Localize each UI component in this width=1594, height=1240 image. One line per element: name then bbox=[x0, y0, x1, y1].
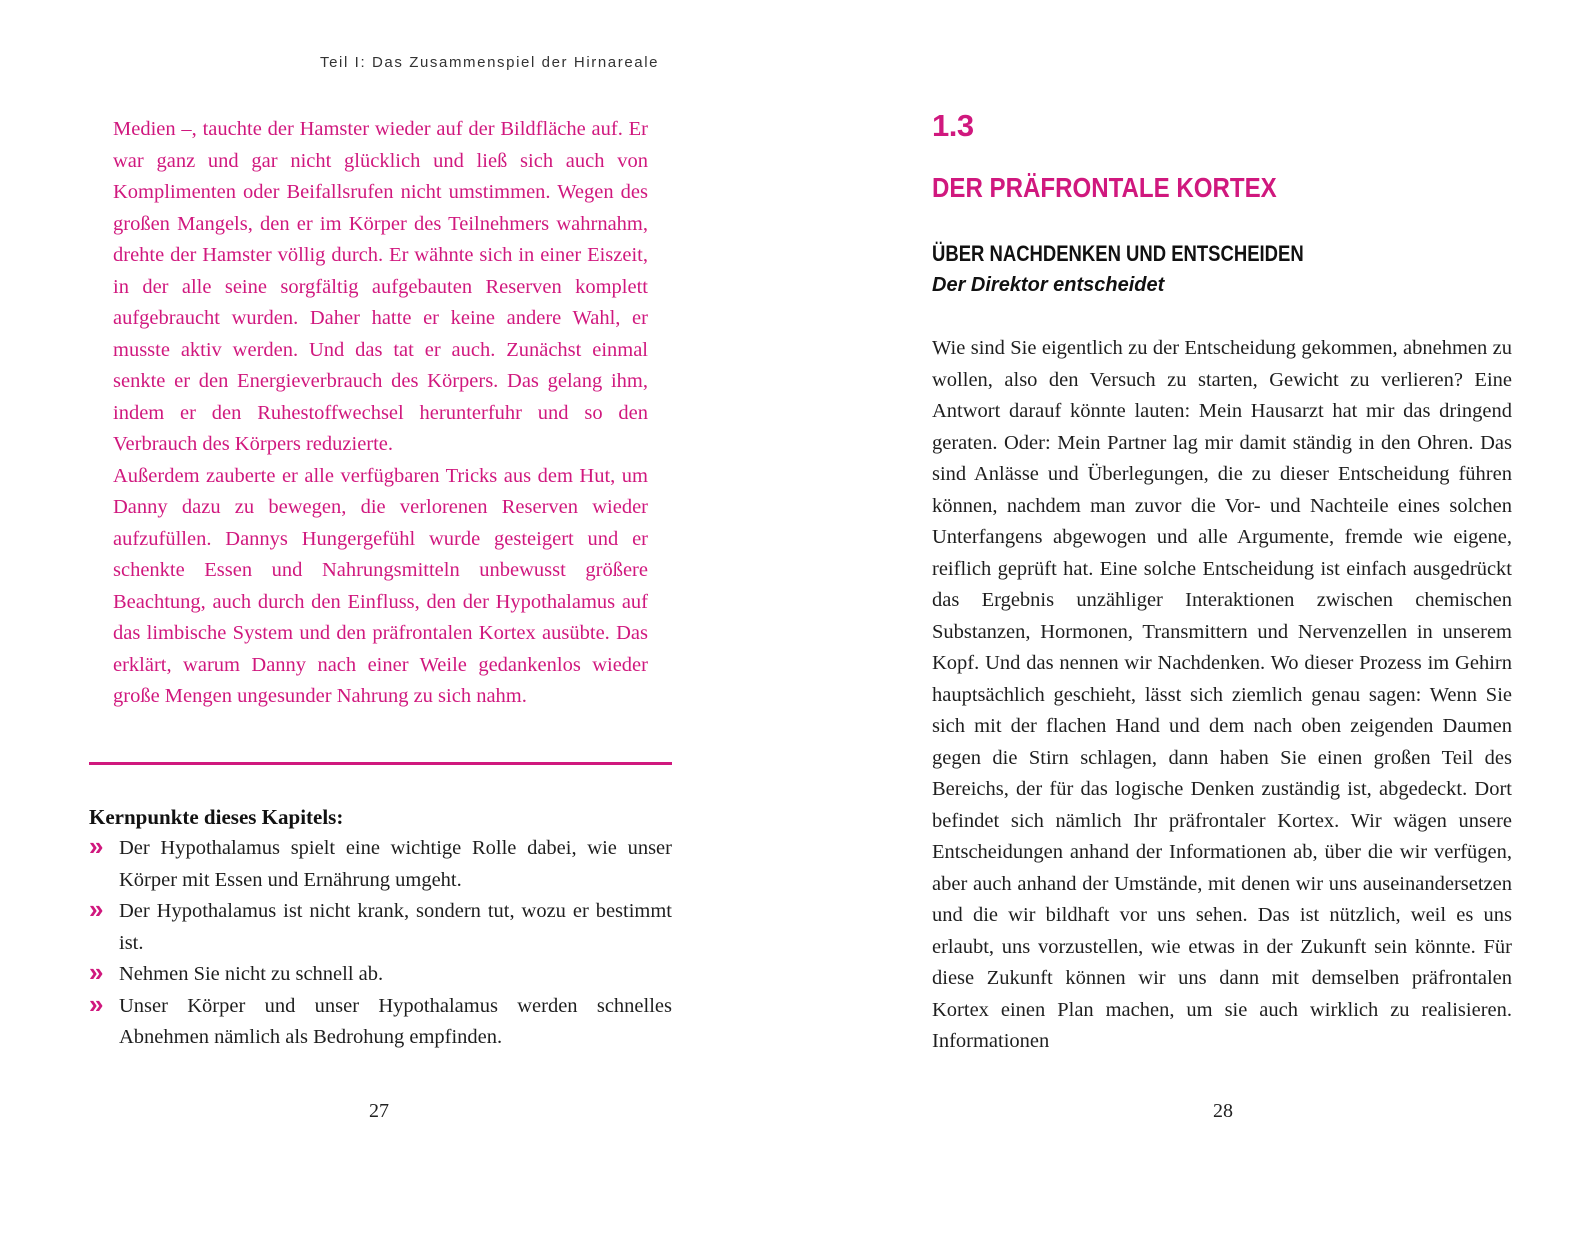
guillemet-bullet-icon: » bbox=[89, 894, 104, 924]
guillemet-bullet-icon: » bbox=[89, 831, 104, 861]
guillemet-bullet-icon: » bbox=[89, 988, 104, 1019]
list-item bbox=[89, 959, 672, 991]
divider-rule bbox=[89, 762, 672, 765]
right-page bbox=[797, 0, 1594, 1240]
keypoints-title: Kernpunkte dieses Kapitels: bbox=[89, 805, 344, 829]
list-item bbox=[89, 896, 672, 959]
keypoints-box bbox=[89, 802, 672, 1054]
highlighted-passage bbox=[113, 114, 648, 713]
section-title: DER PRÄFRONTALE KORTEX bbox=[932, 172, 1277, 203]
body-text bbox=[932, 333, 1512, 1058]
highlighted-paragraph: Medien –, tauchte der Hamster wieder auf der Bildfläche auf. Er war ganz und gar nicht glücklich und ließ sich auch von Komplimenten oder Beifallsrufen nicht umstimmen. Wegen des großen Mangels, den er im Körper des Teilnehmers wahrnahm, drehte der Hamster völlig durch. Er wähnte sich in einer Eiszeit, in der alle seine sorgfältig aufgebauten Reserven komplett aufgebraucht wurden. Daher hatte er keine andere Wahl, er musste aktiv werden. Und das tat er auch. Zunächst einmal senkte er den Energieverbrauch des Körpers. Das gelang ihm, indem er den Ruhestoffwechsel herunterfuhr und so den Verbrauch des Körpers reduzierte. bbox=[113, 118, 648, 455]
highlighted-paragraph: Außerdem zauberte er alle verfügbaren Tricks aus dem Hut, um Danny dazu zu bewegen, die verlorenen Reserven wieder aufzufüllen. Dannys Hungergefühl wurde gesteigert und er schenkte Essen und Nahrungsmitteln unbewusst größere Beachtung, auch durch den Einfluss, den der Hypothalamus auf das limbische System und den präfrontalen Kortex ausübte. Das erklärt, warum Danny nach einer Weile gedankenlos wieder große Mengen ungesunder Nahrung zu sich nahm. bbox=[113, 464, 648, 707]
list-item bbox=[89, 833, 672, 896]
list-item-text: Unser Körper und unser Hypothalamus werden schnelles Abnehmen nämlich als Bedrohung empfinden. bbox=[119, 994, 672, 1048]
page-number: 28 bbox=[1213, 1100, 1233, 1122]
running-head: Teil I: Das Zusammenspiel der Hirnareale bbox=[320, 54, 660, 71]
page-number: 27 bbox=[369, 1100, 389, 1122]
body-paragraph: Wie sind Sie eigentlich zu der Entscheidung gekommen, abnehmen zu wollen, also den Versuch zu starten, Gewicht zu verlieren? Eine Antwort darauf könnte lauten: Mein Hausarzt hat mir das dringend geraten. Oder: Mein Partner lag mir damit ständig in den Ohren. Das sind Anlässe und Überlegungen, die zu dieser Entscheidung führen können, nachdem man zuvor die Vor- und Nachteile eines solchen Unterfangens abgewogen und alle Argumente, fremde wie eigene, reiflich geprüft hat. Eine solche Entscheidung ist einfach ausgedrückt das Ergebnis unzähliger Interaktionen zwischen chemischen Substanzen, Hormonen, Transmittern und Nervenzellen in unserem Kopf. Und das nennen wir Nachdenken. Wo dieser Prozess im Gehirn hauptsächlich geschieht, lässt sich ziemlich genau sagen: Wenn Sie sich mit der flachen Hand und dem nach oben zeigenden Daumen gegen die Stirn schlagen, dann haben Sie einen großen Teil des Bereichs, der für das logische Denken zuständig ist, abgedeckt. Dort befindet sich nämlich Ihr präfrontaler Kortex. Wir wägen unsere Entscheidungen anhand der Informationen ab, über die wir verfügen, aber auch anhand der Umstände, mit denen wir uns auseinandersetzen und die wir bildhaft vor uns sehen. Das ist nützlich, weil es uns erlaubt, uns vorzustellen, wie etwas in der Zukunft sein könnte. Für diese Zukunft können wir uns dann mit demselben präfrontalen Kortex einen Plan machen, um sie auch wirklich zu realisieren. Informationen bbox=[932, 337, 1512, 1052]
guillemet-bullet-icon: » bbox=[89, 957, 104, 987]
list-item-text: Der Hypothalamus spielt eine wichtige Rolle dabei, wie unser Körper mit Essen und Ernährung umgeht. bbox=[119, 837, 672, 891]
subsection-title: ÜBER NACHDENKEN UND ENTSCHEIDEN bbox=[932, 241, 1304, 266]
keypoints-list bbox=[89, 833, 672, 1054]
subsection-subtitle: Der Direktor entscheidet bbox=[932, 274, 1165, 296]
list-item bbox=[89, 988, 672, 1054]
list-item-text: Der Hypothalamus ist nicht krank, sondern tut, wozu er bestimmt ist. bbox=[119, 900, 672, 954]
section-number: 1.3 bbox=[932, 108, 974, 143]
list-item-text: Nehmen Sie nicht zu schnell ab. bbox=[119, 963, 384, 985]
